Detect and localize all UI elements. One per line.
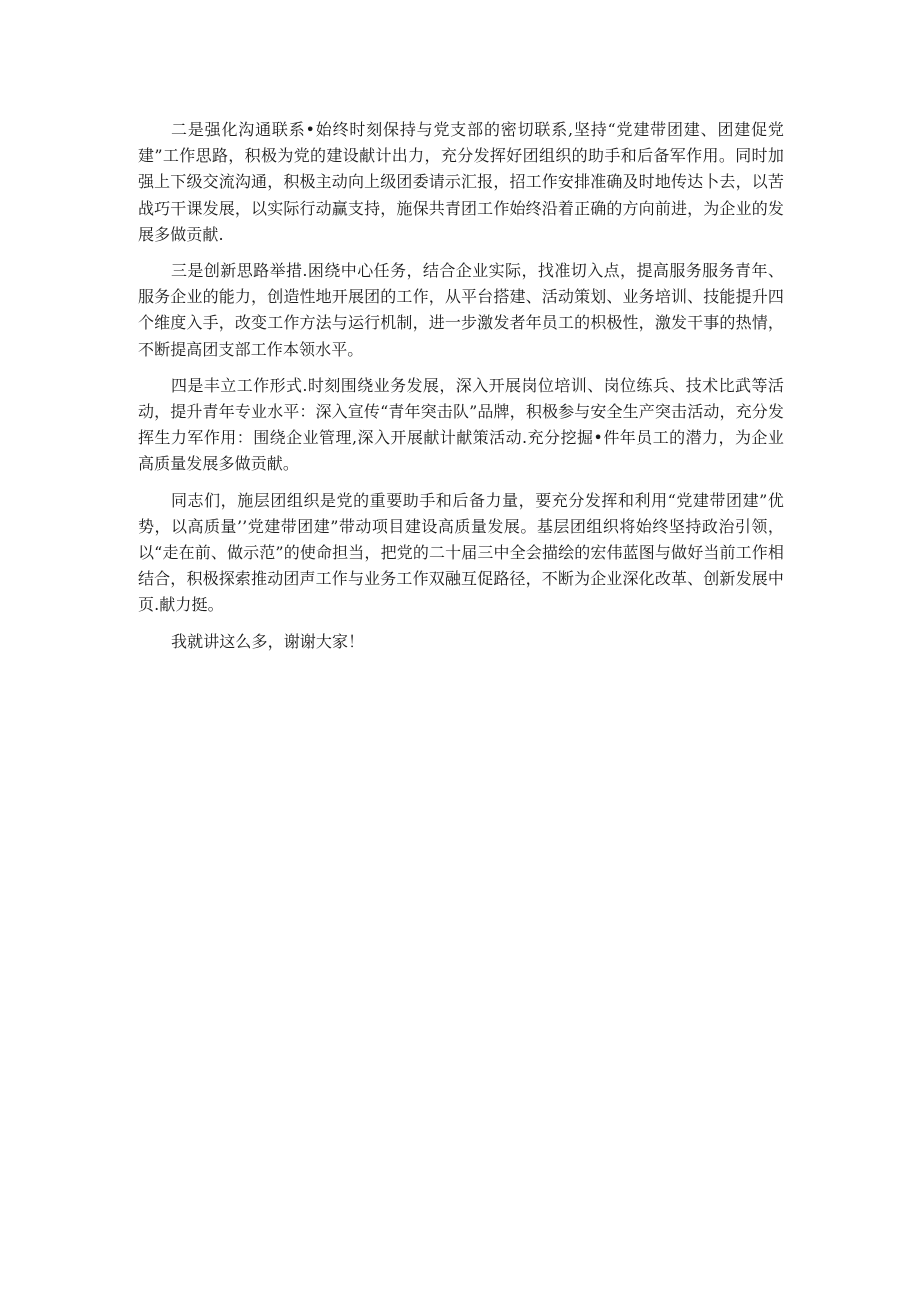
paragraph-innovation: 三是创新思路举措.困绕中心任务，结合企业实际，找准切入点，提高服务服务青年、服务企业的能力，创造性地开展团的工作，从平台搭建、活动策划、业务培训、技能提升四个维度入手，改变工作方法与运行机制，进一步激发者年员工的枳极性，激发干事的热情，不断提高团支部工作本领水平。 [138, 261, 784, 359]
paragraph-closing: 我就讲这么多，谢谢大家！ [171, 631, 365, 651]
document-body [138, 117, 784, 665]
paragraph-comrades: 同志们，施层团组织是党的重要助手和后备力量，要充分发挥和利用“党建带团建”优势，以高质量’’党建带团建”带动项目建设高质量发展。基层团组织将始终坚持政治引领，以“走在前、做示范”的使命担当，把党的二十届三中全会描绘的宏伟蓝图与做好当前工作相结合，积极探索推动团声工作与业务工作双融互促路径，不断为企业深化改革、创新发展中页.献力挺。 [138, 490, 784, 615]
paragraph-work-forms: 四是丰立工作形式.时刻围绕业务发展，深入开展岗位培训、岗位练兵、技术比武等活动，提升青年专业水平：深入宣传“青年突击队”品牌，积极参与安全生产突击活动，充分发挥生力军作用：围绕企业管理,深入开展献计献策活动.充分挖掘•件年员工的潜力，为企业高质量发展多做贡献。 [138, 375, 784, 474]
paragraph-communication: 二是强化沟通联系•始终时刻保持与党支部的密切联系,坚持“党建带团建、团建促党建”工作思路，积极为党的建设献计出力，充分发挥好团组织的助手和后备军作用。同时加强上下级交流沟通，积极主动向上级团委请示汇报，招工作安排准确及时地传达卜去，以苦战巧干课发展，以实际行动赢支持，施保共青团工作始终沿着正确的方向前进，为企业的发展多做贡献. [138, 120, 784, 244]
